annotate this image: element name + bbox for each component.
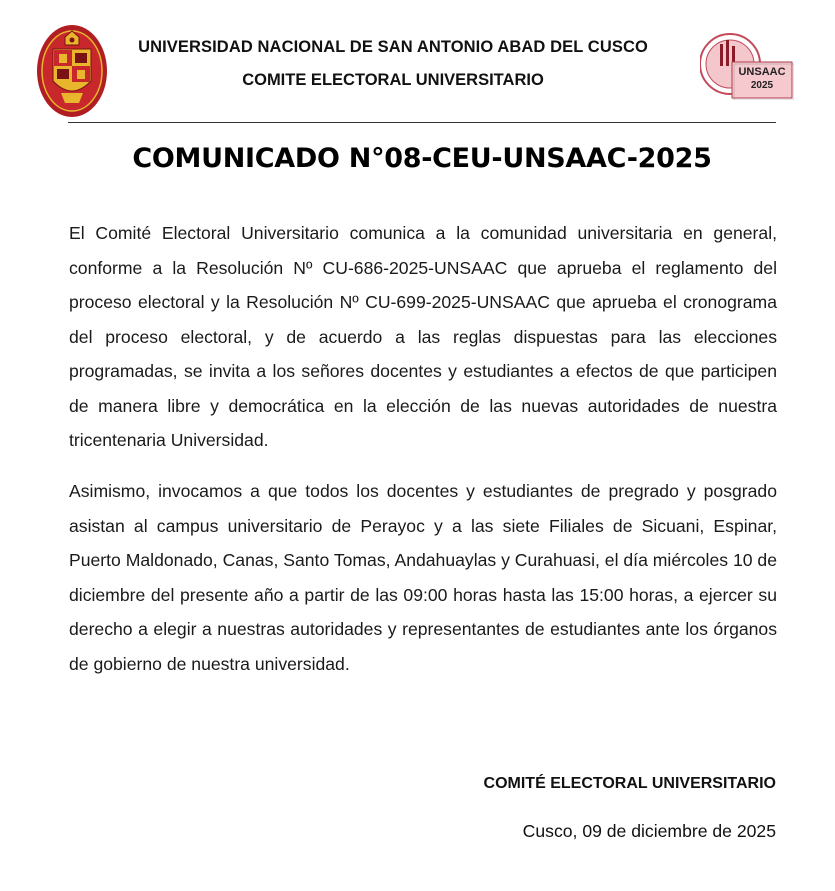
document-title: COMUNICADO N°08-CEU-UNSAAC-2025 [132, 143, 712, 174]
body-paragraph-2: Asimismo, invocamos a que todos los docentes y estudiantes de pregrado y posgrado asistan al campus universitario de Perayoc y a las siete Filiales de Sicuani, Espinar, Puerto Maldonado, Canas, Santo Tomas, Andahuaylas y Curahuasi, el día miércoles 10 de diciembre del presente año a partir de las 09:00 horas hasta las 15:00 horas, a ejercer su derecho a elegir a nuestras autoridades y representantes de estudiantes ante los órganos de gobierno de nuestra universidad. [69, 481, 777, 674]
crest-shield-icon [35, 23, 109, 119]
header-divider [68, 122, 776, 123]
seal-badge-year: 2025 [750, 80, 774, 91]
committee-name: COMITE ELECTORAL UNIVERSITARIO [242, 71, 544, 89]
seal-badge-name: UNSAAC [738, 66, 786, 78]
signature-committee: COMITÉ ELECTORAL UNIVERSITARIO [483, 775, 776, 792]
electoral-committee-seal [700, 28, 794, 100]
university-name: UNIVERSIDAD NACIONAL DE SAN ANTONIO ABAD DEL CUSCO [138, 38, 648, 56]
body-paragraph-1: El Comité Electoral Universitario comunica a la comunidad universitaria en general, conforme a la Resolución Nº CU-686-2025-UNSAAC que aprueba el reglamento del proceso electoral y la Resolución Nº CU-699-2025-UNSAAC que aprueba el cronograma del proceso electoral, y de acuerdo a las reglas dispuestas para las elecciones programadas, se invita a los señores docentes y estudiantes a efectos de que participen de manera libre y democrática en la elección de las nuevas autoridades de nuestra tricentenaria Universidad. [69, 223, 777, 450]
date-line: Cusco, 09 de diciembre de 2025 [522, 821, 776, 841]
university-crest-logo [35, 23, 109, 119]
